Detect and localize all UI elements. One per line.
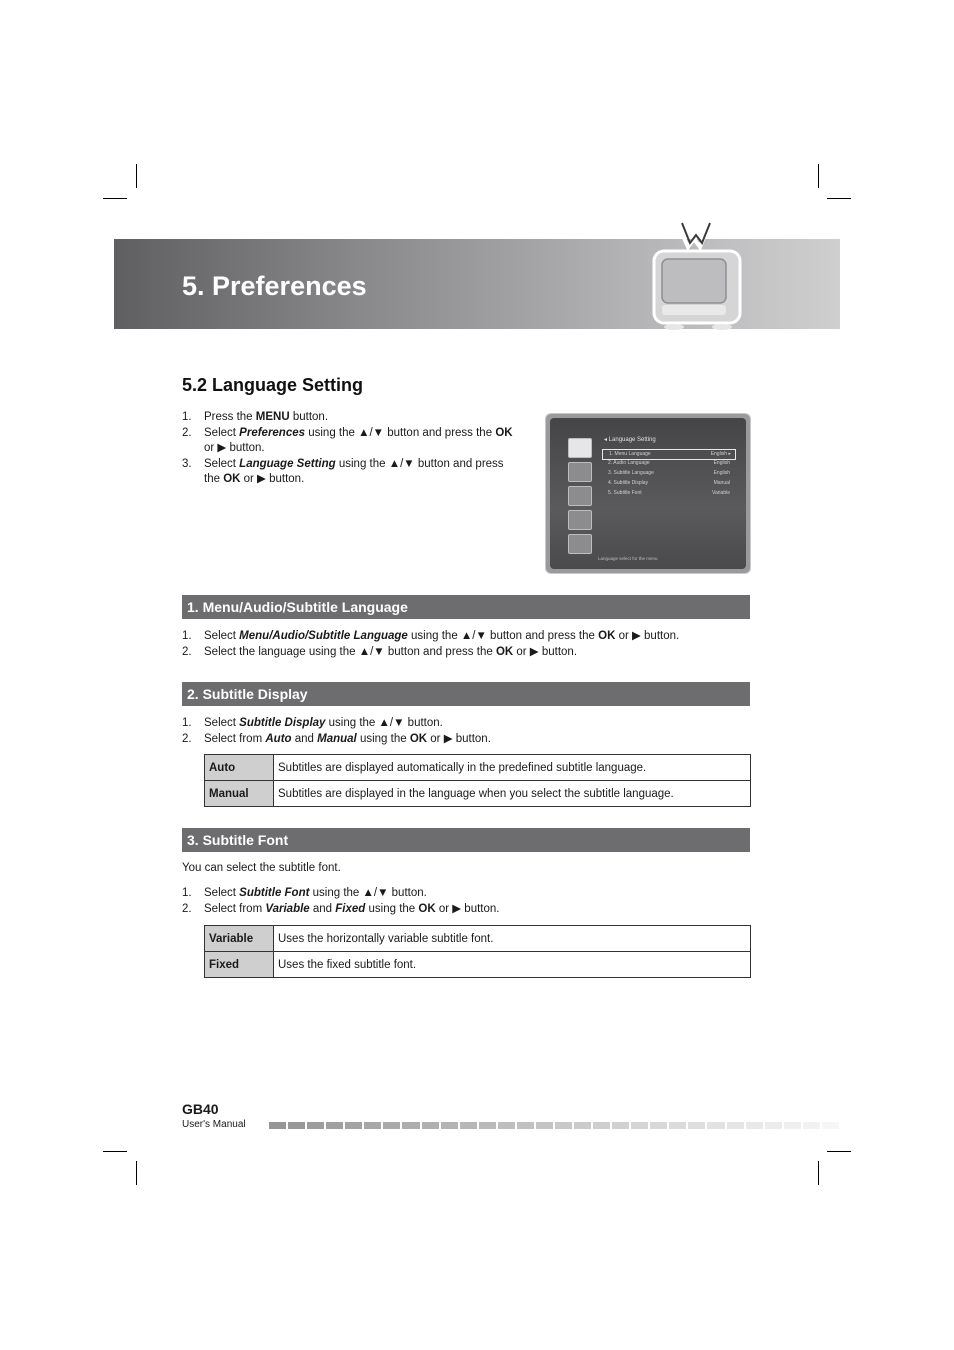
footer-bar-segment: [536, 1122, 553, 1129]
footer-bar-segment: [288, 1122, 305, 1129]
footer-bar-segment: [631, 1122, 648, 1129]
sub3-steps: [182, 886, 750, 917]
footer-bar-segment: [822, 1122, 839, 1129]
list-item: 1. Select Subtitle Font using the ▲/▼ button.: [182, 887, 427, 899]
footer-bar-segment: [784, 1122, 801, 1129]
footer-bar-segment: [498, 1122, 515, 1129]
footer-bar-segment: [269, 1122, 286, 1129]
screen-menu-row: 3. Subtitle Language English: [608, 470, 730, 476]
list-item: 1. Press the MENU button.: [182, 411, 329, 423]
screen-menu-row: 2. Audio Language English: [608, 460, 730, 466]
footer-bar-segment: [803, 1122, 820, 1129]
preferences-icon: [568, 438, 592, 458]
crop-mark: [103, 198, 127, 199]
list-item: 2. Select Preferences using the ▲/▼ button and press the OK or ▶ button.: [182, 426, 513, 454]
crop-mark: [818, 1161, 819, 1185]
footer-bar-segment: [326, 1122, 343, 1129]
table-row: [205, 781, 751, 807]
list-item: 2. Select from Variable and Fixed using the OK or ▶ button.: [182, 902, 500, 915]
section-steps: [182, 410, 522, 488]
footer-bar-segment: [422, 1122, 439, 1129]
crop-mark: [136, 1161, 137, 1185]
footer-bar-segment: [364, 1122, 381, 1129]
chapter-title: 5. Preferences: [182, 271, 367, 301]
screen-menu-row: 4. Subtitle Display Manual: [608, 480, 730, 486]
footer-bar-segment: [574, 1122, 591, 1129]
subsection-title: 2. Subtitle Display: [187, 686, 308, 702]
footer-bar-segment: [479, 1122, 496, 1129]
list-item: 1. Select Subtitle Display using the ▲/▼ button.: [182, 717, 443, 729]
footer-bar-segment: [460, 1122, 477, 1129]
option-key: Manual: [205, 781, 274, 807]
option-key: Fixed: [205, 952, 274, 978]
footer-gradient-bar: [269, 1122, 839, 1129]
crop-mark: [818, 164, 819, 188]
list-item: 2. Select from Auto and Manual using the OK or ▶ button.: [182, 732, 491, 745]
list-item: 2. Select the language using the ▲/▼ button and press the OK or ▶ button.: [182, 645, 578, 658]
footer-bar-segment: [593, 1122, 610, 1129]
footer-bar-segment: [345, 1122, 362, 1129]
table-row: [205, 926, 751, 952]
option-desc: Subtitles are displayed in the language when you select the subtitle language.: [274, 781, 751, 807]
list-item: 1. Select Menu/Audio/Subtitle Language using the ▲/▼ button and press the OK or ▶ button.: [182, 630, 680, 642]
footer-bar-segment: [650, 1122, 667, 1129]
sub1-steps: [182, 629, 750, 660]
menu-icon: [568, 510, 592, 530]
footer-bar-segment: [746, 1122, 763, 1129]
footer-bar-segment: [402, 1122, 419, 1129]
crop-mark: [827, 1151, 851, 1152]
footer-bar-segment: [727, 1122, 744, 1129]
table-row: [205, 952, 751, 978]
subsection-title: 1. Menu/Audio/Subtitle Language: [187, 599, 408, 615]
footer-bar-segment: [765, 1122, 782, 1129]
footer-bar-segment: [612, 1122, 629, 1129]
footer-bar-segment: [669, 1122, 686, 1129]
option-key: Auto: [205, 755, 274, 781]
screen-menu-row: 5. Subtitle Font Variable: [608, 490, 730, 496]
footer-bar-segment: [383, 1122, 400, 1129]
list-item: 3. Select Language Setting using the ▲/▼ button and press the OK or ▶ button.: [182, 457, 504, 485]
menu-icon: [568, 486, 592, 506]
chapter-banner: [114, 239, 840, 329]
option-desc: Uses the fixed subtitle font.: [274, 952, 751, 978]
option-desc: Uses the horizontally variable subtitle font.: [274, 926, 751, 952]
crop-mark: [136, 164, 137, 188]
footer-bar-segment: [555, 1122, 572, 1129]
footer-bar-segment: [707, 1122, 724, 1129]
footer-bar-segment: [441, 1122, 458, 1129]
menu-icon: [568, 534, 592, 554]
table-row: [205, 755, 751, 781]
screen-footer: Language select for the menu: [598, 556, 658, 561]
subtitle-font-table: [204, 925, 751, 978]
subsection-bar: [182, 595, 750, 619]
menu-screenshot: [545, 413, 751, 574]
footer-bar-segment: [517, 1122, 534, 1129]
page-number: GB40: [182, 1101, 219, 1117]
subsection-bar: [182, 828, 750, 852]
sub2-steps: [182, 716, 750, 747]
subtitle-display-table: [204, 754, 751, 807]
crop-mark: [827, 198, 851, 199]
subsection-title: 3. Subtitle Font: [187, 832, 289, 848]
option-desc: Subtitles are displayed automatically in the predefined subtitle language.: [274, 755, 751, 781]
tv-icon: [644, 217, 754, 337]
intro-text: You can select the subtitle font.: [182, 862, 341, 874]
option-key: Variable: [205, 926, 274, 952]
screen-title: ◂ Language Setting: [604, 437, 656, 443]
subsection-bar: [182, 682, 750, 706]
manual-label: User's Manual: [182, 1119, 246, 1130]
footer-bar-segment: [688, 1122, 705, 1129]
section-heading: 5.2 Language Setting: [182, 375, 364, 395]
crop-mark: [103, 1151, 127, 1152]
menu-icon: [568, 462, 592, 482]
footer-bar-segment: [307, 1122, 324, 1129]
screen-menu-row: 1. Menu Language English ▸: [602, 449, 736, 460]
